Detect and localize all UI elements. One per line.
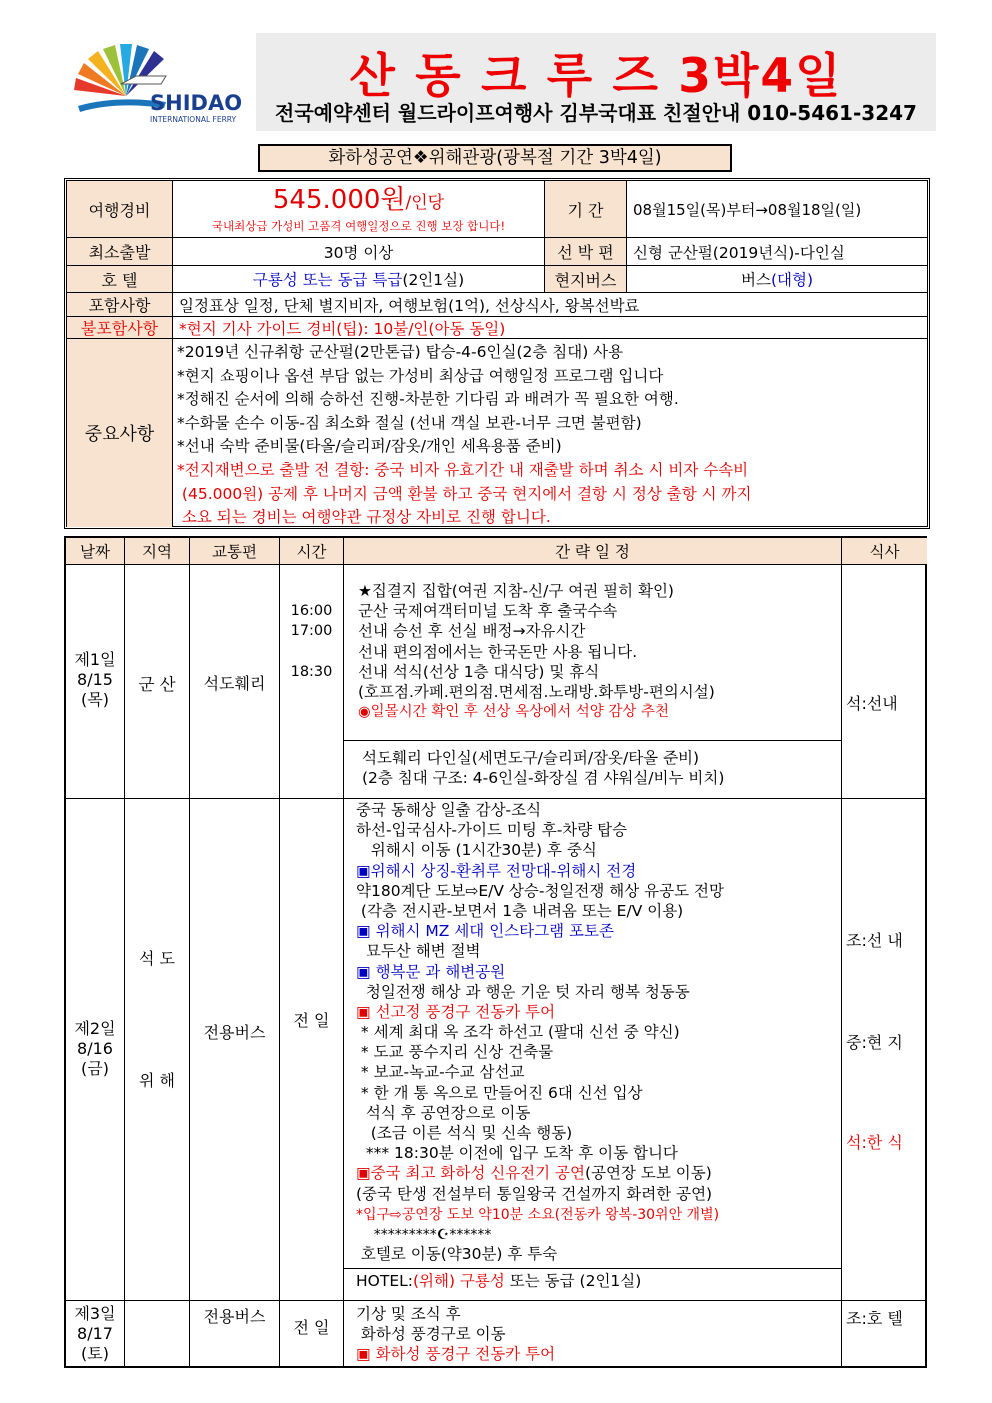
- min-departure-label: 최소출발: [67, 238, 173, 266]
- hotel-room: (2인1실): [402, 271, 465, 289]
- day2-line-tail: (공연장 도보 이동): [585, 1164, 712, 1183]
- day3-itinerary: [356, 1304, 555, 1365]
- day2-line-text: * 한 개 통 옥으로 만들어진 6대 신선 입상: [356, 1083, 643, 1102]
- day1-times: [280, 601, 343, 682]
- header-transport: 교통편: [190, 538, 280, 565]
- day2-line-text: *입구⇨공연장 도보 약10분 소요(전동카 왕복-30위안 개별): [356, 1206, 720, 1223]
- bus-cell: [627, 266, 927, 293]
- day3-line: [356, 1344, 555, 1364]
- row-divider: [66, 1300, 925, 1301]
- day1-line: 선내 승선 후 선실 배정→자유시간: [358, 622, 586, 641]
- day2-line-text: (각층 전시관-보면서 1층 내려옴 또는 E/V 이용): [356, 901, 684, 920]
- day2-time: 전 일: [293, 1011, 330, 1030]
- important-warning-line: *전지재변으로 출발 전 결항: 중국 비자 유효기간 내 재출발 하며 취소 시 비자 수속비: [177, 460, 749, 479]
- day2-line: [356, 1184, 724, 1204]
- day1-room-line: (2층 침대 구조: 4-6인실-화장실 겸 샤워실/비누 비치): [362, 769, 725, 788]
- day2-weekday: (금): [81, 1059, 109, 1078]
- important-warning-line: 소요 되는 경비는 여행약관 규정상 자비로 진행 합니다.: [177, 508, 551, 527]
- day2-line-text: 석식 후 공연장으로 이동: [356, 1103, 531, 1122]
- day2-line: [356, 1083, 724, 1103]
- day2-line: [356, 1204, 724, 1224]
- day1-date-cell: [66, 650, 124, 710]
- day2-line: [356, 1042, 724, 1062]
- day2-line: [356, 820, 724, 840]
- cell-divider: [343, 1268, 841, 1269]
- day3-line-text: ▣ 화하성 풍경구 전동카 투어: [356, 1345, 556, 1364]
- day2-line: [356, 800, 724, 820]
- day1-itinerary: [358, 581, 715, 722]
- day2-day: 제2일: [74, 1019, 116, 1038]
- day3-date: 8/17: [77, 1324, 113, 1343]
- day3-transport: 전용버스: [203, 1307, 266, 1326]
- day2-line: [356, 962, 724, 982]
- day2-line: [356, 921, 724, 941]
- exclude-value: *현지 기사 가이드 경비(팁): 10불/인(아동 동일): [173, 317, 927, 339]
- bus-label: 현지버스: [545, 266, 627, 293]
- day1-region: 군 산: [138, 675, 176, 694]
- cost-cell: [173, 181, 545, 238]
- day2-line-text: * 세계 최대 옥 조각 하선고 (팔대 신선 중 약신): [356, 1023, 680, 1042]
- day1-transport: 석도훼리: [203, 674, 266, 693]
- day2-line: [356, 1022, 724, 1042]
- day2-transport: 전용버스: [203, 1023, 266, 1042]
- day2-line: [356, 1002, 724, 1022]
- cost-label: 여행경비: [67, 181, 173, 238]
- day2-line-text: 중국 동해상 일출 감상-조식: [356, 801, 542, 819]
- day1-line: 군산 국제여객터미널 도착 후 출국수속: [358, 602, 618, 621]
- important-line: *2019년 신규취항 군산펄(2만톤급) 탑승-4-6인실(2층 침대) 사용: [177, 343, 624, 361]
- day2-hotel: [356, 1271, 641, 1291]
- day2-line-text: *** 18:30분 이전에 입구 도착 후 이동 합니다: [356, 1144, 678, 1163]
- day3-time: 전 일: [293, 1318, 330, 1337]
- day3-day: 제3일: [74, 1304, 116, 1323]
- page-title: 산 동 크 루 즈 3박4일: [349, 49, 843, 104]
- hotel-cell: [173, 266, 545, 293]
- day3-line: [356, 1324, 555, 1344]
- important-line: *정해진 순서에 의해 승하선 진행-차분한 기다림 과 배려가 꼭 필요한 여행.: [177, 390, 679, 409]
- day2-date-cell: [66, 1019, 124, 1079]
- header-date: 날짜: [66, 538, 125, 565]
- shidao-logo: [66, 36, 244, 132]
- include-value: 일정표상 일정, 단체 별지비자, 여행보험(1억), 선상식사, 왕복선박료: [173, 293, 927, 317]
- day3-meal: 조:호 텔: [846, 1309, 903, 1328]
- day3-date-cell: [66, 1304, 124, 1364]
- bus-value: 버스: [741, 271, 771, 289]
- important-line: *수화물 손수 이동-짐 최소화 절실 (선내 객실 보관-너무 크면 불편함): [177, 413, 642, 432]
- important-line: *현지 쇼핑이나 옵션 부담 없는 가성비 최상급 여행일정 프로그램 입니다: [177, 366, 664, 385]
- day2-line: [356, 1123, 724, 1143]
- header-meal: 식사: [842, 538, 927, 565]
- day1-time: [280, 641, 343, 661]
- day1-line: 선내 편의점에서는 한국돈만 사용 됩니다.: [358, 642, 638, 661]
- day1-day: 제1일: [74, 650, 116, 669]
- day2-line-text: 하선-입국심사-가이드 미팅 후-차량 탑승: [356, 821, 628, 840]
- day2-meal-dinner: 석:한 식: [846, 1133, 903, 1152]
- day2-line-text: 약180계단 도보⇨E/V 상승-청일전쟁 해상 유공도 전망: [356, 881, 724, 900]
- hotel-label: 호 텔: [67, 266, 173, 293]
- bus-type: (대형): [770, 271, 813, 289]
- day2-region-bottom: 위 해: [139, 1071, 175, 1090]
- day2-line-text: ▣위해시 상징-환취루 전망대-위해시 전경: [356, 861, 637, 880]
- schedule-table: [64, 536, 927, 1368]
- day2-hotel-suffix: 또는 동급 (2인1실): [504, 1272, 642, 1290]
- day3-line-text: 기상 및 조식 후: [356, 1305, 461, 1323]
- cost-unit: /인당: [405, 192, 445, 213]
- contact-line: 전국예약센터 월드라이프여행사 김부국대표 친절안내 010-5461-3247: [275, 101, 917, 125]
- day2-line: [356, 1163, 724, 1183]
- day2-line-text: (조금 이른 석식 및 신속 행동): [356, 1124, 573, 1142]
- day2-line-text: (중국 탄생 전설부터 통일왕국 건설까지 화려한 공연): [356, 1184, 713, 1203]
- day1-time: 17:00: [290, 623, 333, 640]
- day1-meal: 석:선내: [846, 694, 898, 713]
- day1-weekday: (목): [81, 690, 109, 709]
- day1-room-info: [362, 748, 724, 788]
- day2-line: [356, 1062, 724, 1082]
- cost-price: 545.000원: [272, 184, 406, 215]
- day2-line: [356, 1244, 724, 1264]
- title-banner: [256, 33, 936, 131]
- column-divider: [841, 565, 842, 1368]
- day2-meal-breakfast: 조:선 내: [846, 931, 903, 950]
- day3-line: [356, 1304, 555, 1324]
- tour-title: 화하성공연❖위해관광(광복절 기간 3박4일): [258, 144, 732, 172]
- svg-text:INTERNATIONAL FERRY: INTERNATIONAL FERRY: [150, 115, 237, 124]
- day2-line: [356, 840, 724, 860]
- hotel-value: 구룡성 또는 동급 특급: [252, 271, 403, 289]
- day2-line: [356, 861, 724, 881]
- svg-text:SHIDAO: SHIDAO: [150, 91, 243, 115]
- day2-hotel-prefix: HOTEL:: [356, 1272, 413, 1290]
- important-notes: [173, 339, 927, 527]
- day3-weekday: (토): [81, 1344, 109, 1363]
- day2-date: 8/16: [77, 1039, 113, 1058]
- day2-line: [356, 881, 724, 901]
- period-value: 08월15일(목)부터→08월18일(일): [627, 181, 927, 238]
- day2-region-top: 석 도: [139, 949, 175, 968]
- cost-note: 국내최상급 가성비 고품격 여행일정으로 진행 보장 합니다!: [211, 218, 506, 233]
- important-label: 중요사항: [67, 339, 173, 527]
- day2-line-text: 위해시 이동 (1시간30분) 후 중식: [356, 841, 597, 860]
- ship-label: 선 박 편: [545, 238, 627, 266]
- day2-line-text: 호텔로 이동(약30분) 후 투숙: [356, 1245, 558, 1264]
- day2-itinerary: [356, 800, 724, 1264]
- day1-line: 선내 석식(선상 1층 대식당) 및 휴식: [358, 662, 600, 681]
- period-label: 기 간: [545, 181, 627, 238]
- tour-info-table: [64, 178, 930, 529]
- day2-line-text: 묘두산 해변 절벽: [356, 942, 481, 961]
- day1-date: 8/15: [77, 670, 113, 689]
- column-divider: [279, 565, 280, 1368]
- exclude-label: 불포함사항: [67, 317, 173, 339]
- day2-hotel-name: (위해) 구룡성: [412, 1272, 505, 1290]
- header-time: 시간: [280, 538, 344, 565]
- day2-line: [356, 901, 724, 921]
- day1-time: 18:30: [290, 663, 333, 680]
- day2-line: [356, 941, 724, 961]
- day2-line-text: ▣ 위해시 MZ 세대 인스타그램 포토존: [356, 922, 614, 941]
- day2-meal-lunch: 중:현 지: [846, 1033, 903, 1052]
- day2-line-text: *********☪******: [356, 1226, 492, 1243]
- include-label: 포함사항: [67, 293, 173, 317]
- column-divider: [343, 565, 344, 1368]
- day1-line: ★집결지 집합(여권 지참-신/구 여권 필히 확인): [358, 582, 674, 600]
- day1-time: 16:00: [290, 603, 333, 619]
- day2-line: [356, 982, 724, 1002]
- day2-line-text: ▣ 선고정 풍경구 전동카 투어: [356, 1002, 556, 1021]
- day3-line-text: 화하성 풍경구로 이동: [356, 1325, 506, 1344]
- min-departure-value: 30명 이상: [173, 238, 545, 266]
- cell-divider: [343, 740, 841, 741]
- day1-line: (호프점.카페.편의점.면세점.노래방.화투방-편의시설): [358, 682, 715, 701]
- ferry-logo-icon: [66, 36, 244, 132]
- day1-room-line: 석도훼리 다인실(세면도구/슬리퍼/잠옷/타올 준비): [362, 749, 700, 767]
- header-region: 지역: [125, 538, 190, 565]
- header-itinerary: 간 략 일 정: [344, 538, 842, 565]
- cost-value: [273, 185, 444, 218]
- day2-line-text: * 도교 풍수지리 신상 건축물: [356, 1043, 554, 1062]
- important-warning-line: (45.000원) 공제 후 나머지 금액 환불 하고 중국 현지에서 결항 시 정상 출항 시 까지: [177, 484, 752, 503]
- day2-line-text: ▣중국 최고 화하성 신유전기 공연: [356, 1164, 586, 1183]
- ship-value: 신형 군산펄(2019년식)-다인실: [627, 238, 927, 266]
- day2-line-text: 청일전쟁 해상 과 행운 기운 텃 자리 행복 청동동: [356, 982, 690, 1001]
- day2-line-text: ▣ 행복문 과 해변공원: [356, 962, 506, 981]
- day2-line: [356, 1103, 724, 1123]
- row-divider: [66, 798, 925, 799]
- day2-line-text: * 보교-녹교-수교 삼선교: [356, 1063, 525, 1082]
- day2-line: [356, 1143, 724, 1163]
- day1-sunset-note: ◉일몰시간 확인 후 선상 옥상에서 석양 감상 추천: [358, 704, 670, 721]
- day2-line: [356, 1224, 724, 1244]
- important-line: *선내 숙박 준비물(타올/슬리퍼/잠옷/개인 세욕용품 준비): [177, 437, 562, 456]
